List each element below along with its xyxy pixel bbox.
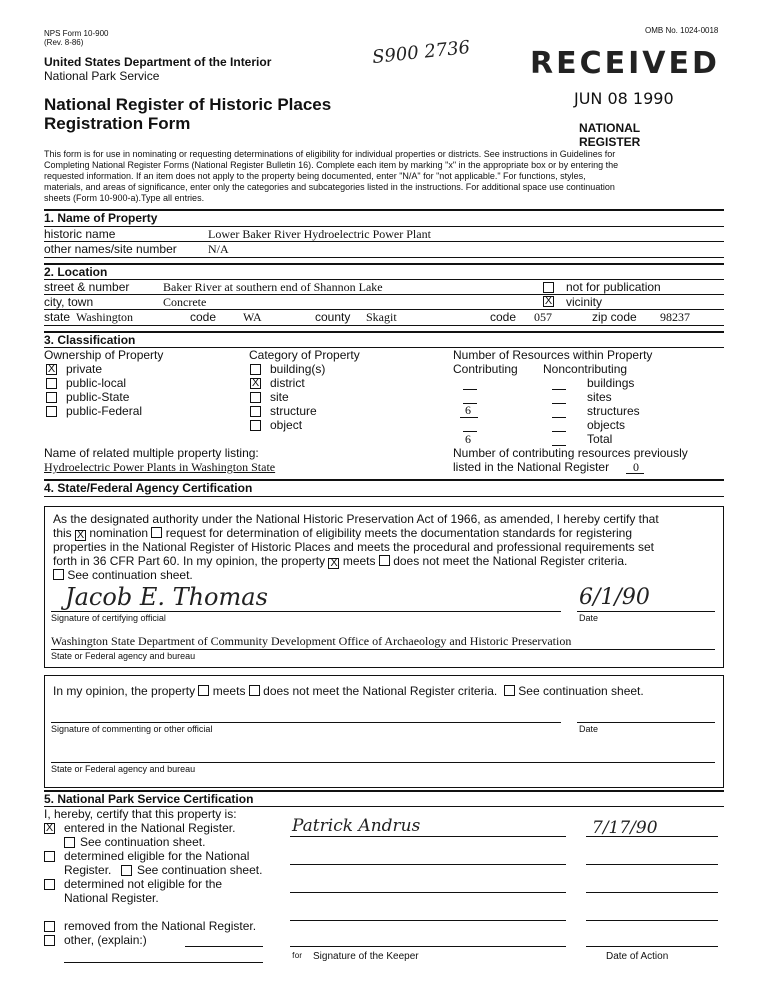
street-value[interactable]: Baker River at southern end of Shannon Lake: [163, 280, 383, 294]
contributing-blank: [463, 389, 477, 390]
category-title: Category of Property: [249, 348, 360, 362]
ownership-public-local-checkbox[interactable]: [46, 378, 57, 389]
section-4-heading: 4. State/Federal Agency Certification: [44, 481, 253, 495]
other-explain-line[interactable]: [185, 946, 263, 947]
noncontributing-blank: [552, 403, 566, 404]
previously-listed-value[interactable]: 0: [633, 460, 639, 474]
resource-total-label: Total: [587, 432, 613, 446]
state-value[interactable]: Washington: [76, 310, 134, 324]
handwritten-reference-number: S900 2736: [371, 36, 472, 69]
action-date-line[interactable]: [586, 946, 718, 947]
historic-name-value[interactable]: Lower Baker River Hydroelectric Power Plant: [208, 227, 431, 241]
received-stamp-text: RECEIVED: [530, 46, 720, 81]
contributing-blank: [460, 417, 478, 418]
county-label: county: [315, 310, 351, 324]
opinion-meets-checkbox[interactable]: [198, 685, 209, 696]
action-date-line[interactable]: [586, 864, 718, 865]
form-title: [44, 95, 331, 133]
related-listing-label: Name of related multiple property listing:: [44, 446, 259, 460]
other-names-label: other names/site number: [44, 242, 177, 256]
does-not-meet-label: does not meet the National Register criteria.: [393, 554, 628, 568]
opinion-does-not-meet-label: does not meet the National Register criteria.: [263, 684, 498, 698]
not-eligible-label-line2: National Register.: [64, 891, 159, 905]
action-date-line[interactable]: [586, 892, 718, 893]
nomination-checkbox[interactable]: X: [76, 529, 85, 541]
category-object-label: object: [270, 418, 303, 432]
form-revision: (Rev. 8-86): [44, 38, 84, 47]
removed-label: removed from the National Register.: [64, 919, 257, 933]
resource-sites-label: sites: [587, 390, 612, 404]
action-date-line[interactable]: [586, 920, 718, 921]
keeper-line[interactable]: [290, 864, 566, 865]
nps-intro: I, hereby, certify that this property is:: [44, 807, 237, 821]
other-explain-line-2[interactable]: [64, 962, 263, 963]
stamp-register: REGISTER: [579, 135, 641, 149]
opinion-continuation-label: See continuation sheet.: [518, 684, 644, 698]
instructions: [44, 149, 618, 204]
not-eligible-label-line1: determined not eligible for the: [64, 877, 223, 891]
category-site-label: site: [270, 390, 289, 404]
other-names-value[interactable]: N/A: [208, 242, 229, 256]
section-rule: [44, 331, 724, 333]
commenting-agency-label: State or Federal agency and bureau: [51, 764, 196, 774]
form-title-line1: National Register of Historic Places: [44, 95, 332, 114]
eligible-continuation-checkbox[interactable]: [121, 865, 132, 876]
resource-buildings-label: buildings: [587, 376, 635, 390]
certifying-agency: Washington State Department of Community Development Office of Archaeology and Historic Preservation: [51, 634, 572, 648]
keeper-line[interactable]: [290, 920, 566, 921]
eligible-continuation-label: See continuation sheet.: [137, 863, 263, 877]
not-for-publication-label: not for publication: [566, 280, 661, 294]
section-1-heading: 1. Name of Property: [44, 211, 158, 225]
eligible-label-line2: Register.: [64, 863, 112, 877]
category-buildings-checkbox[interactable]: [250, 364, 261, 375]
commenting-date-line: [577, 722, 715, 723]
ownership-public-state-label: public-State: [66, 390, 130, 404]
agency-label: State or Federal agency and bureau: [51, 651, 196, 661]
section-2-heading: 2. Location: [44, 265, 108, 279]
related-listing-value[interactable]: Hydroelectric Power Plants in Washington State: [44, 460, 276, 474]
form-title-line2: Registration Form: [44, 114, 191, 133]
section-rule: [44, 263, 724, 265]
ownership-public-local-label: public-local: [66, 376, 127, 390]
state-label: state: [44, 310, 71, 324]
opinion-does-not-meet-checkbox[interactable]: [249, 685, 260, 696]
entered-checkbox[interactable]: X: [45, 822, 54, 834]
not-eligible-checkbox[interactable]: [44, 879, 55, 890]
county-value[interactable]: Skagit: [366, 310, 397, 324]
commenting-signature-label: Signature of commenting or other official: [51, 724, 213, 734]
commenting-signature-line: [51, 722, 561, 723]
signature-label: Signature of certifying official: [51, 613, 166, 623]
meets-label: meets: [342, 554, 376, 568]
commenting-agency-line: [51, 762, 715, 763]
action-date-label: Date of Action: [606, 951, 669, 962]
section-5-heading: 5. National Park Service Certification: [44, 792, 254, 806]
entered-continuation-checkbox[interactable]: [64, 837, 75, 848]
previously-listed-label-line1: Number of contributing resources previously: [453, 446, 688, 460]
historic-name-label: historic name: [44, 227, 116, 241]
does-not-meet-checkbox[interactable]: [379, 555, 390, 566]
keeper-line[interactable]: [290, 946, 566, 947]
instructions-line: This form is for use in nominating or requesting determinations of eligibility for individual properties or districts. See instructions in Guidelines for: [44, 149, 616, 159]
keeper-signature: Patrick Andrus: [292, 816, 421, 836]
category-buildings-label: building(s): [270, 362, 326, 376]
category-site-checkbox[interactable]: [250, 392, 261, 403]
certifying-signature: Jacob E. Thomas: [65, 583, 268, 611]
received-date: JUN 08 1990: [574, 89, 674, 108]
previously-listed-label-line2: listed in the National Register: [453, 460, 610, 474]
resource-objects-label: objects: [587, 418, 626, 432]
meets-checkbox[interactable]: X: [330, 557, 338, 569]
resource-structures-contributing[interactable]: 6: [465, 403, 471, 417]
department-name: United States Department of the Interior: [44, 55, 272, 69]
continuation-label: See continuation sheet.: [67, 568, 193, 582]
keeper-line[interactable]: [290, 892, 566, 893]
ownership-public-federal-checkbox[interactable]: [46, 406, 57, 417]
rule: [44, 257, 724, 258]
resource-structures-label: structures: [587, 404, 640, 418]
city-label: city, town: [44, 295, 94, 309]
previously-listed-blank: [626, 473, 644, 474]
instructions-line: sheets (Form 10-900-a).Type all entries.: [44, 193, 205, 203]
contributing-header: Contributing: [453, 362, 518, 376]
eligible-label-line1: determined eligible for the National: [64, 849, 250, 863]
ownership-public-state-checkbox[interactable]: [46, 392, 57, 403]
omb-number: OMB No. 1024-0018: [645, 26, 719, 35]
keeper-label: Signature of the Keeper: [313, 951, 419, 962]
noncontributing-blank: [552, 431, 566, 432]
resources-title: Number of Resources within Property: [453, 348, 653, 362]
county-code-label: code: [490, 310, 517, 324]
continuation-line: [53, 568, 193, 582]
instructions-line: materials, and areas of significance, enter only the categories and subcategories listed in the instructions. For additional space use continuation: [44, 182, 615, 192]
category-district-label: district: [270, 376, 305, 390]
nomination-label: nomination: [89, 526, 149, 540]
eligible-checkbox[interactable]: [44, 851, 55, 862]
zip-label: zip code: [592, 310, 637, 324]
for-mark-icon: ᶠᵒʳ: [292, 950, 303, 964]
instructions-line: Completing National Register Forms (National Register Bulletin 16). Complete each item by marking "x" in the appropriate box or by entering the: [44, 160, 619, 170]
not-for-publication-checkbox[interactable]: [543, 282, 554, 293]
agency-name: National Park Service: [44, 69, 160, 83]
state-certification-box: [44, 506, 724, 668]
zip-value[interactable]: 98237: [660, 310, 690, 324]
noncontributing-header: Noncontributing: [543, 362, 628, 376]
city-value[interactable]: Concrete: [163, 295, 207, 309]
instructions-line: requested information. If an item does not apply to the property being documented, enter "N/A" for "not applicable." For functions, styles,: [44, 171, 586, 181]
form-number: NPS Form 10-900: [44, 29, 109, 38]
request-label: request for determination of eligibility meets the documentation standards for registering: [165, 526, 633, 540]
request-checkbox[interactable]: [151, 527, 162, 538]
category-object-checkbox[interactable]: [250, 420, 261, 431]
ownership-private-checkbox[interactable]: X: [47, 363, 56, 375]
removed-checkbox[interactable]: [44, 921, 55, 932]
ownership-public-federal-label: public-Federal: [66, 404, 143, 418]
ownership-private-label: private: [66, 362, 103, 376]
noncontributing-blank: [552, 417, 566, 418]
category-structure-label: structure: [270, 404, 317, 418]
stamp-national: NATIONAL: [579, 121, 641, 135]
other-checkbox[interactable]: [44, 935, 55, 946]
other-label: other, (explain:): [64, 933, 147, 947]
agency-line: [51, 649, 715, 650]
rule: [44, 325, 724, 326]
category-district-checkbox[interactable]: X: [251, 377, 260, 389]
opinion-meets-label: meets: [212, 684, 246, 698]
state-code-label: code: [190, 310, 217, 324]
action-date-line[interactable]: [586, 836, 718, 837]
section-3-heading: 3. Classification: [44, 333, 136, 347]
entered-continuation-label: See continuation sheet.: [80, 835, 206, 849]
certification-text-line4: [53, 554, 627, 569]
resource-total-contributing[interactable]: 6: [465, 432, 471, 446]
entered-label: entered in the National Register.: [64, 821, 236, 835]
certification-date: 6/1/90: [579, 585, 650, 610]
certification-text-line1: As the designated authority under the National Historic Preservation Act of 1966, as amended, I hereby certify that: [53, 512, 659, 526]
opinion-continuation-checkbox[interactable]: [504, 685, 515, 696]
commenting-date-label: Date: [579, 724, 599, 734]
cert-forth: forth in 36 CFR Part 60. In my opinion, the property: [53, 554, 326, 568]
street-label: street & number: [44, 280, 130, 294]
opinion-line: [53, 684, 644, 698]
opinion-label: In my opinion, the property: [53, 684, 196, 698]
action-date: 7/17/90: [592, 818, 658, 838]
commenting-official-box: [44, 675, 724, 788]
vicinity-checkbox[interactable]: X: [544, 295, 553, 307]
vicinity-label: vicinity: [566, 295, 603, 309]
county-code-value[interactable]: 057: [534, 310, 552, 324]
date-line: [577, 611, 715, 612]
noncontributing-blank: [552, 389, 566, 390]
national-register-stamp: [579, 121, 640, 149]
state-code-value[interactable]: WA: [243, 310, 262, 324]
ownership-title: Ownership of Property: [44, 348, 164, 362]
rule: [44, 496, 724, 497]
certification-text-line3: properties in the National Register of Historic Places and meets the procedural and professional requirements set: [53, 540, 654, 554]
category-structure-checkbox[interactable]: [250, 406, 261, 417]
cert-this: this: [53, 526, 72, 540]
rule: [44, 294, 724, 295]
keeper-line[interactable]: [290, 836, 566, 837]
date-label: Date: [579, 613, 599, 623]
certification-text-line2: [53, 526, 632, 541]
signature-line: [51, 611, 561, 612]
continuation-checkbox[interactable]: [53, 569, 64, 580]
